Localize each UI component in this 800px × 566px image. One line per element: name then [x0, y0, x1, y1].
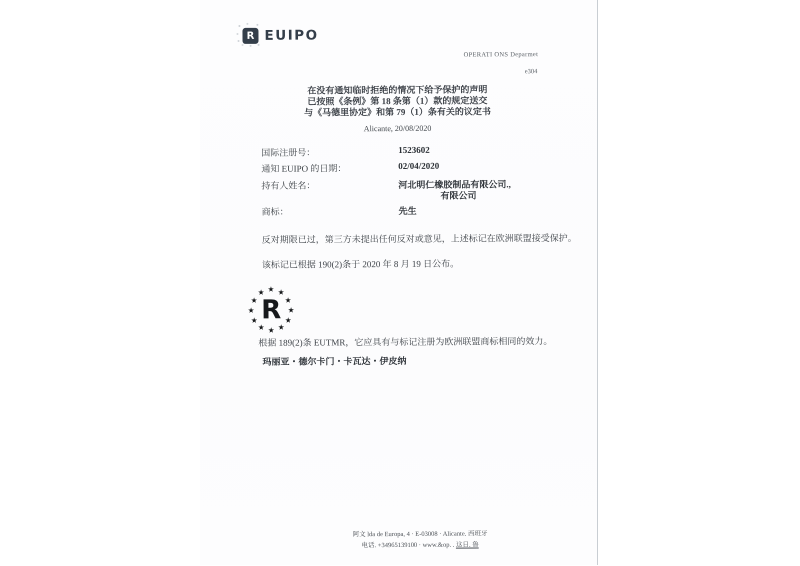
body-paragraph-opposition: 反对期限已过，第三方未提出任何反对或意见，上述标记在欧洲联盟接受保护。: [261, 232, 577, 245]
scanned-page: [200, 0, 598, 565]
star-icon: ★: [284, 295, 292, 305]
field-value-line2: 有限公司: [440, 190, 477, 201]
title-line-2: 已按照《条例》第 18 条第（1）款的规定送交: [307, 95, 488, 107]
footer: [242, 529, 599, 552]
star-icon: ★: [250, 295, 258, 305]
field-row-notification-date: [199, 160, 596, 174]
document-code: e304: [524, 68, 538, 76]
footer-underlined-text: 这日. 鲁: [455, 541, 479, 549]
page-content: [198, 0, 598, 566]
euipo-r-icon: R: [242, 28, 258, 44]
field-row-trademark: [200, 203, 597, 217]
star-icon: ★: [250, 315, 258, 325]
footer-address-line: 阿文 lda de Europa, 4 · E-03008 · Alicante. 西班牙: [352, 530, 488, 539]
star-icon: ★: [267, 325, 275, 335]
field-label: 国际注册号：: [261, 147, 316, 158]
star-icon: ★: [247, 305, 255, 315]
title-line-3: 与《马德里协定》和第 79（1）条有关的议定书: [304, 106, 491, 118]
eu-stars-seal: [247, 284, 295, 335]
star-icon: ★: [267, 284, 275, 294]
document-title: [199, 84, 596, 119]
field-value: 02/04/2020: [398, 160, 440, 171]
field-row-holder-name: [199, 177, 596, 201]
field-row-registration-number: [199, 144, 596, 158]
field-value: 1523602: [398, 144, 430, 155]
department-label: OPERATI ONS Deparmet: [463, 51, 539, 59]
place-date-line: Alicante, 20/08/2020: [363, 123, 432, 134]
body-paragraph-publication: 该标记已根据 190(2)条于 2020 年 8 月 19 日公布。: [261, 258, 460, 270]
field-value: 河北明仁橡胶制品有限公司.,: [398, 179, 511, 190]
star-icon: ★: [277, 322, 285, 332]
star-icon: ★: [257, 322, 265, 332]
euipo-logo: [242, 27, 318, 43]
star-icon: ★: [287, 305, 295, 315]
field-label: 持有人姓名：: [261, 180, 316, 191]
footer-phone-web: 电话. +34965139100 · www.&op. .: [361, 541, 456, 549]
title-line-1: 在没有通知临时拒绝的情况下给予保护的声明: [307, 84, 488, 96]
star-icon: ★: [257, 287, 265, 297]
field-label: 商标：: [261, 206, 289, 217]
signatory-name: 玛丽亚・德尔卡门・卡瓦达・伊皮纳: [262, 355, 407, 367]
footer-contact-line: [242, 539, 599, 552]
field-value: 先生: [398, 205, 417, 216]
registered-mark-icon: R: [261, 295, 282, 326]
star-icon: ★: [284, 315, 292, 325]
star-icon: ★: [277, 287, 285, 297]
legal-statement: 根据 189(2)条 EUTMR，它应具有与标记注册为欧洲联盟商标相同的效力。: [258, 336, 553, 348]
field-label: 通知 EUIPO 的日期：: [261, 163, 347, 174]
euipo-logo-text: EUIPO: [264, 27, 319, 44]
